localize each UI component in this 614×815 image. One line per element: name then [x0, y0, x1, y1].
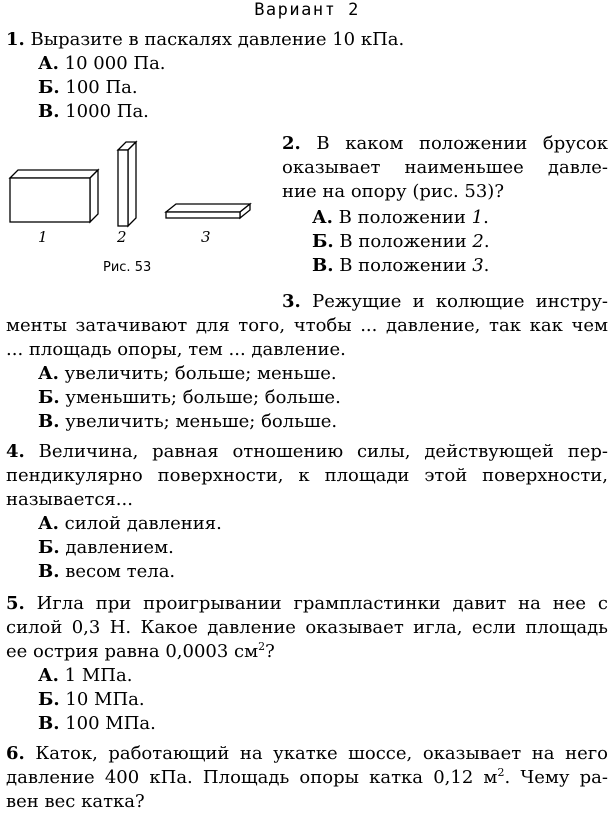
option-letter: А.: [38, 53, 59, 74]
q2-option-c: [312, 254, 489, 278]
question-3-number: 3.: [282, 291, 301, 312]
question-6-text-tail: . Чему ра-: [504, 767, 609, 788]
question-4-text: Величина, равная отношению силы, действующей пер-: [38, 441, 608, 462]
q4-option-c: [38, 560, 175, 584]
question-4-line-2: пендикулярно поверхности, к площади этой поверхности,: [6, 465, 608, 486]
question-3-line-1: [282, 290, 608, 314]
superscript: 2: [258, 640, 266, 653]
q1-option-a: [38, 52, 166, 76]
option-letter: А.: [312, 207, 333, 228]
option-text: В положении: [339, 231, 473, 252]
option-text: 10 МПа.: [65, 689, 145, 710]
q5-option-b: [38, 688, 145, 712]
option-letter: Б.: [38, 537, 60, 558]
option-letter: А.: [38, 363, 59, 384]
question-2-text: В каком положении брусок: [316, 133, 608, 154]
question-1: [6, 28, 404, 52]
option-text: весом тела.: [65, 561, 176, 582]
option-letter: А.: [38, 513, 59, 534]
question-4-line-1: [6, 440, 608, 464]
question-2-line-2: оказывает наименьшее давле-: [282, 157, 608, 178]
block-position-2: [118, 142, 136, 226]
option-letter: В.: [312, 255, 334, 276]
question-2-number: 2.: [282, 133, 301, 154]
option-text: 1000 Па.: [65, 101, 149, 122]
question-3-line-2: менты затачивают для того, чтобы ... давление, так как чем: [6, 315, 608, 336]
question-3-line-3: ... площадь опоры, тем ... давление.: [6, 339, 346, 360]
option-letter: Б.: [38, 387, 60, 408]
option-number: 1: [471, 207, 484, 228]
figure-label-1: 1: [38, 228, 48, 246]
question-6-line-1: [6, 742, 608, 766]
variant-title: Вариант 2: [254, 0, 360, 20]
question-3-text: Режущие и колющие инстру-: [312, 291, 608, 312]
option-text: 100 МПа.: [65, 713, 156, 734]
question-2-line-3: ние на опору (рис. 53)?: [282, 181, 504, 202]
question-4-line-3: называется...: [6, 489, 133, 510]
option-text: В положении: [339, 255, 473, 276]
q3-option-c: [38, 410, 337, 434]
option-punct: .: [483, 231, 490, 252]
q4-option-a: [38, 512, 222, 536]
q1-option-b: [38, 76, 138, 100]
figure-caption: Рис. 53: [103, 260, 152, 275]
option-text: увеличить; больше; меньше.: [64, 363, 337, 384]
question-6-number: 6.: [6, 743, 25, 764]
q3-option-b: [38, 386, 341, 410]
question-2-line-1: [282, 132, 608, 156]
q1-option-c: [38, 100, 149, 124]
block-position-1: [10, 170, 98, 222]
superscript: 2: [497, 766, 505, 779]
option-letter: Б.: [38, 77, 60, 98]
q5-option-a: [38, 664, 132, 688]
question-6-line-3: вен вес катка?: [6, 791, 145, 812]
figure-label-3: 3: [201, 228, 211, 246]
question-5-number: 5.: [6, 593, 25, 614]
option-letter: В.: [38, 101, 60, 122]
option-text: 1 МПа.: [64, 665, 133, 686]
question-6-text: Каток, работающий на укатке шоссе, оказывает на него: [35, 743, 608, 764]
question-1-number: 1.: [6, 29, 25, 50]
block-position-3: [166, 204, 250, 218]
q4-option-b: [38, 536, 174, 560]
q5-option-c: [38, 712, 156, 736]
option-punct: .: [483, 255, 490, 276]
option-text: В положении: [338, 207, 472, 228]
question-6-text-mid: давление 400 кПа. Площадь опоры катка 0,12 м: [6, 767, 498, 788]
option-text: давлением.: [65, 537, 174, 558]
option-text: уменьшить; больше; больше.: [65, 387, 341, 408]
option-text: 10 000 Па.: [64, 53, 166, 74]
q2-option-a: [312, 206, 489, 230]
option-number: 2: [472, 231, 484, 252]
option-letter: В.: [38, 411, 60, 432]
question-5-text-end: ее острия равна 0,0003 см: [6, 641, 259, 662]
option-letter: Б.: [38, 689, 60, 710]
q3-option-a: [38, 362, 337, 386]
question-5-line-1: [6, 592, 608, 616]
option-number: 3: [472, 255, 484, 276]
figure-label-2: 2: [117, 228, 127, 246]
question-4-number: 4.: [6, 441, 25, 462]
option-letter: В.: [38, 561, 60, 582]
option-text: 100 Па.: [65, 77, 138, 98]
option-text: силой давления.: [64, 513, 222, 534]
question-5-line-3: [6, 640, 275, 664]
question-5-text: Игла при проигрывании грампластинки давит на нее с: [36, 593, 608, 614]
question-6-line-2: [6, 766, 608, 790]
option-text: увеличить; меньше; больше.: [65, 411, 338, 432]
question-1-text: Выразите в паскалях давление 10 кПа.: [30, 29, 405, 50]
question-mark: ?: [265, 641, 275, 662]
option-letter: В.: [38, 713, 60, 734]
option-punct: .: [483, 207, 489, 228]
q2-option-b: [312, 230, 490, 254]
question-5-line-2: силой 0,3 Н. Какое давление оказывает игла, если площадь: [6, 617, 608, 638]
option-letter: Б.: [312, 231, 334, 252]
option-letter: А.: [38, 665, 59, 686]
